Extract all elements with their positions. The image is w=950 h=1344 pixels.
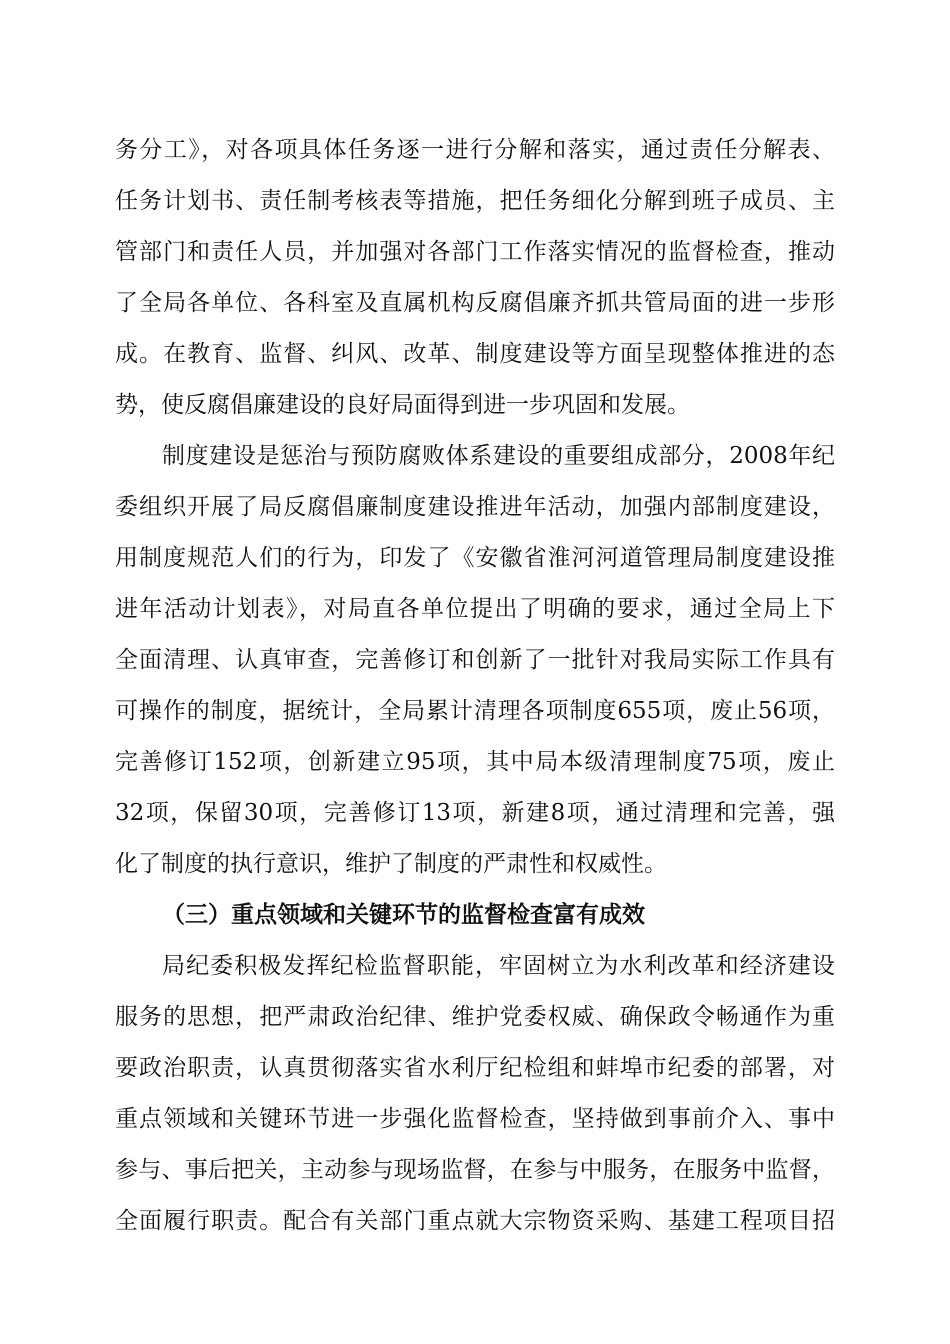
paragraph-2-line-5: 全面清理、认真审查，完善修订和创新了一批针对我局实际工作具有	[115, 647, 835, 673]
paragraph-1-line-2: 任务计划书、责任制考核表等措施，把任务细化分解到班子成员、主	[115, 188, 835, 214]
paragraph-3-line-2: 服务的思想，把严肃政治纪律、维护党委权威、确保政令畅通作为重	[115, 1004, 835, 1030]
paragraph-1-line-4: 了全局各单位、各科室及直属机构反腐倡廉齐抓共管局面的进一步形	[115, 290, 835, 316]
paragraph-3-line-6: 全面履行职责。配合有关部门重点就大宗物资采购、基建工程项目招	[115, 1208, 835, 1234]
paragraph-2-line-8: 32项，保留30项，完善修订13项，新建8项，通过清理和完善，强	[115, 800, 835, 826]
paragraph-1-line-6: 势，使反腐倡廉建设的良好局面得到进一步巩固和发展。	[115, 392, 690, 418]
paragraph-2-line-2: 委组织开展了局反腐倡廉制度建设推进年活动，加强内部制度建设，	[115, 494, 835, 520]
paragraph-3-line-3: 要政治职责，认真贯彻落实省水利厅纪检组和蚌埠市纪委的部署，对	[115, 1055, 835, 1081]
section-heading: （三）重点领域和关键环节的监督检查富有成效	[162, 902, 645, 928]
paragraph-2-line-7: 完善修订152项，创新建立95项，其中局本级清理制度75项，废止	[115, 749, 835, 775]
paragraph-3-line-4: 重点领域和关键环节进一步强化监督检查，坚持做到事前介入、事中	[115, 1106, 835, 1132]
paragraph-1-line-5: 成。在教育、监督、纠风、改革、制度建设等方面呈现整体推进的态	[115, 341, 835, 367]
paragraph-2-line-4: 进年活动计划表》，对局直各单位提出了明确的要求，通过全局上下	[115, 596, 835, 622]
paragraph-2-line-3: 用制度规范人们的行为，印发了《安徽省淮河河道管理局制度建设推	[115, 545, 835, 571]
paragraph-2-line-6: 可操作的制度，据统计，全局累计清理各项制度655项，废止56项，	[115, 698, 835, 724]
paragraph-1-line-1: 务分工》，对各项具体任务逐一进行分解和落实，通过责任分解表、	[115, 137, 835, 163]
paragraph-1-line-3: 管部门和责任人员，并加强对各部门工作落实情况的监督检查，推动	[115, 239, 835, 265]
paragraph-3-line-5: 参与、事后把关，主动参与现场监督，在参与中服务，在服务中监督，	[115, 1157, 835, 1183]
paragraph-2-line-1: 制度建设是惩治与预防腐败体系建设的重要组成部分，2008年纪	[162, 443, 835, 469]
paragraph-2-line-9: 化了制度的执行意识，维护了制度的严肃性和权威性。	[115, 851, 667, 877]
paragraph-3-line-1: 局纪委积极发挥纪检监督职能，牢固树立为水利改革和经济建设	[162, 953, 835, 979]
